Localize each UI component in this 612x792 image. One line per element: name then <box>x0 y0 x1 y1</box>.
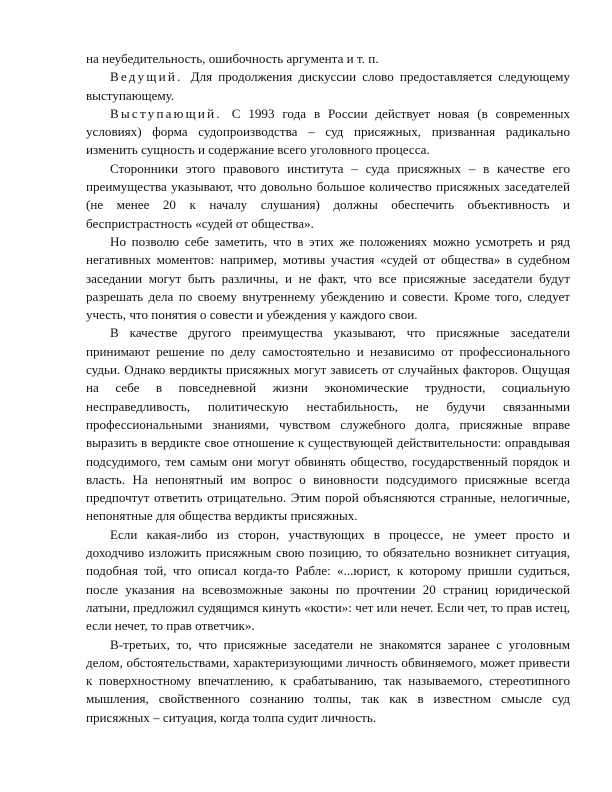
paragraph-text: В-третьих, то, что присяжные заседатели не знакомятся заранее с уголовным делом, обстоятельствами, характеризующими личность обвиняемого, может привести к поверхностному впечатлению, к срабатыванию, так называемого, стереотипного мышления, свойственного сознанию толпы, так как в известном смысле суд присяжных – ситуация, когда толпа судит личность. <box>86 636 570 725</box>
paragraph-text: С 1993 года в России действует новая (в современных условиях) форма судопроизводства – суд присяжных, призванная радикально изменить сущность и содержание всего уголовного процесса. <box>86 105 570 158</box>
paragraph <box>86 160 570 233</box>
paragraph <box>86 526 570 636</box>
paragraph-speaker <box>86 105 570 160</box>
speaker-label: Ведущий. <box>110 69 183 85</box>
paragraph-text: на неубедительность, ошибочность аргумента и т. п. <box>86 51 379 66</box>
paragraph-text: Сторонники этого правового института – суда присяжных – в качестве его преимущества указывают, что довольно большое количество присяжных заседателей (не менее 20 к началу слушания) должны обеспечить объективность и беспристрастность «судей от общества». <box>86 160 570 231</box>
paragraph-text: Но позволю себе заметить, что в этих же положениях можно усмотреть и ряд негативных моментов: например, мотивы участия «судей от общества» в судебном заседании могут быть различны, и не факт, что все присяжные заседатели будут разрешать дела по своему внутреннему убеждению и совести. Кроме того, следует учесть, что понятия о совести и убеждения у каждого свои. <box>86 233 570 323</box>
paragraph <box>86 324 570 525</box>
paragraph-text: Если какая-либо из сторон, участвующих в процессе, не умеет просто и доходчиво изложить присяжным свою позицию, то обязательно возникнет ситуация, подобная той, что описал когда-то Рабле: «...юрист, к которому пришли судиться, после указания на всевозможные законы по прочтении 20 страниц юридической латыни, предложил судящимся кинуть «кости»: чет или нечет. Если чет, то прав истец, если нечет, то прав ответчик». <box>86 526 570 634</box>
speaker-label: Выступающий. <box>110 105 222 121</box>
paragraph-moderator <box>86 68 570 105</box>
document-page <box>86 50 570 727</box>
paragraph-text: В качестве другого преимущества указывают, что присяжные заседатели принимают решение по делу самостоятельно и независимо от профессионального судьи. Однако вердикты присяжных могут зависеть от случайных факторов. Ощущая на себе в повседневной жизни экономические трудности, социальную несправедливость, политическую нестабильность, не будучи связанными профессиональными знаниями, чувством служебного долга, присяжные вправе выразить в вердикте свое отношение к существующей действительности: оправдывая подсудимого, тем самым они могут обвинять общество, государственный порядок и власть. На непонятный им вопрос о виновности подсудимого присяжные всегда предпочтут ответить отрицательно. Этим порой объясняются странные, нелогичные, непонятные для общества вердикты присяжных. <box>86 325 570 524</box>
paragraph <box>86 636 570 727</box>
paragraph-continuation <box>86 50 570 68</box>
paragraph <box>86 233 570 324</box>
paragraph-text: Для продолжения дискуссии слово предоставляется следующему выступающему. <box>86 69 570 103</box>
